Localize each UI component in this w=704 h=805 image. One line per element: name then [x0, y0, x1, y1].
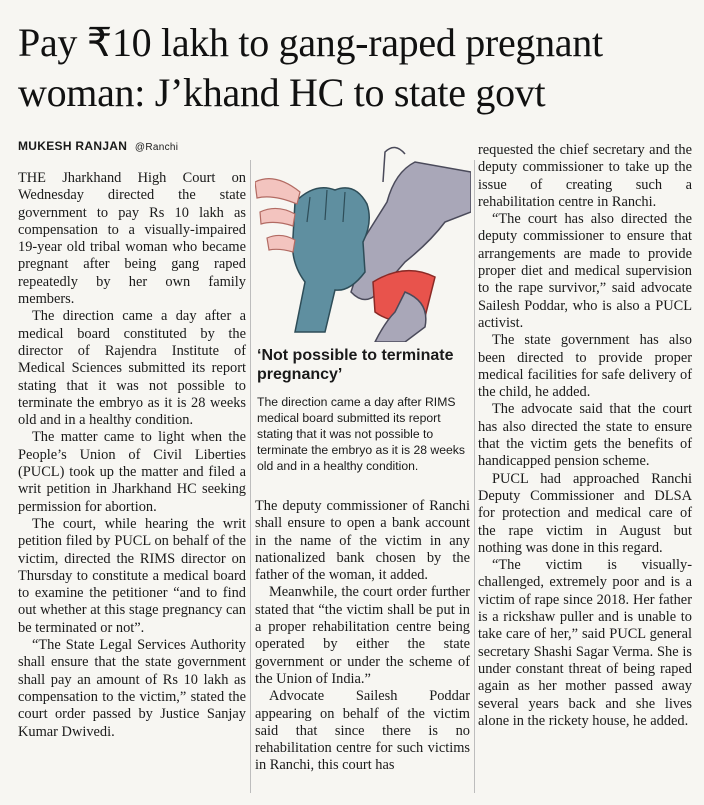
paragraph: requested the chief secretary and the deputy commissioner to take up the issue of creating such a rehabilitation centre in Ranchi. [478, 142, 692, 210]
column-divider [474, 160, 475, 793]
paragraph: Advocate Sailesh Poddar appearing on behalf of the victim said that since there is no rehabilitation centre for such victims in Ranchi, this court has [255, 688, 470, 774]
hands-illustration [255, 142, 471, 342]
paragraph: “The court has also directed the deputy commissioner to ensure that arrangements are made to provide proper diet and medical supervision to the rape survivor,” said advocate Sailesh Poddar, who is also a PUCL activist. [478, 211, 692, 331]
pull-quote [255, 346, 470, 474]
headline [18, 18, 698, 118]
paragraph: The court, while hearing the writ petition filed by PUCL on behalf of the victim, directed the RIMS director on Thursday to constitute a medical board to examine the petitioner “and to find out whether at this stage pregnancy can be terminated or not”. [18, 515, 246, 636]
paragraph: “The State Legal Services Authority shall ensure that the state government shall pay an amount of Rs 10 lakh as compensation to the victim,” stated the court order passed by Justice Sanjay Kumar Dwivedi. [18, 637, 246, 740]
paragraph: The direction came a day after a medical board constituted by the director of Rajendra Institute of Medical Sciences submitted its report stating that it was not possible to terminate the embryo as it is 28 weeks old and in a healthy condition. [18, 308, 246, 429]
byline-author: MUKESH RANJAN [18, 139, 128, 153]
paragraph: The matter came to light when the People’s Union of Civil Liberties (PUCL) took up the matter and filed a writ petition in Jharkhand HC seeking permission for abortion. [18, 429, 246, 515]
column-divider [250, 160, 251, 793]
paragraph: The deputy commissioner of Ranchi shall ensure to open a bank account in the name of the victim in any nationalized bank chosen by the father of the woman, it added. [255, 498, 470, 584]
headline-line-2: woman: J’khand HC to state govt [18, 70, 546, 115]
paragraph: The advocate said that the court has also directed the state to ensure that the victim gets the benefits of handicapped pension scheme. [478, 401, 692, 470]
paragraph: The state government has also been directed to provide proper medical facilities for safe delivery of the child, he added. [478, 332, 692, 401]
paragraph: THE Jharkhand High Court on Wednesday directed the state government to pay Rs 10 lakh as compensation to a visually-impaired 19-year old tribal woman who became pregnant after being gang raped repeatedly by her own family members. [18, 170, 246, 308]
article-column-3 [478, 142, 692, 730]
paragraph: PUCL had approached Ranchi Deputy Commissioner and DLSA for protection and medical care of the rape victim in August but nothing was done in this regard. [478, 470, 692, 556]
article-column-2 [255, 498, 470, 775]
pull-quote-heading: ‘Not possible to terminate pregnancy’ [257, 347, 454, 383]
paragraph: “The victim is visually-challenged, extremely poor and is a victim of rape since 2018. Her father is a rickshaw puller and is unable to take care of her,” said PUCL general secretary Shashi Sagar Verma. She is under constant threat of being raped again as her mother passed away several years back and she lives alone in the rickety house, he added. [478, 557, 692, 729]
pull-quote-text: The direction came a day after RIMS medical board submitted its report stating that it was not possible to terminate the embryo as it is 28 weeks old and in a healthy condition. [257, 395, 465, 473]
headline-line-1: Pay ₹10 lakh to gang-raped pregnant [18, 20, 603, 65]
paragraph: Meanwhile, the court order further stated that “the victim shall be put in a proper rehabilitation centre being operated by either the state government or under the scheme of the Union of India.” [255, 584, 470, 687]
byline-location: @Ranchi [134, 142, 179, 153]
byline [18, 139, 178, 153]
article-column-1 [18, 170, 246, 741]
